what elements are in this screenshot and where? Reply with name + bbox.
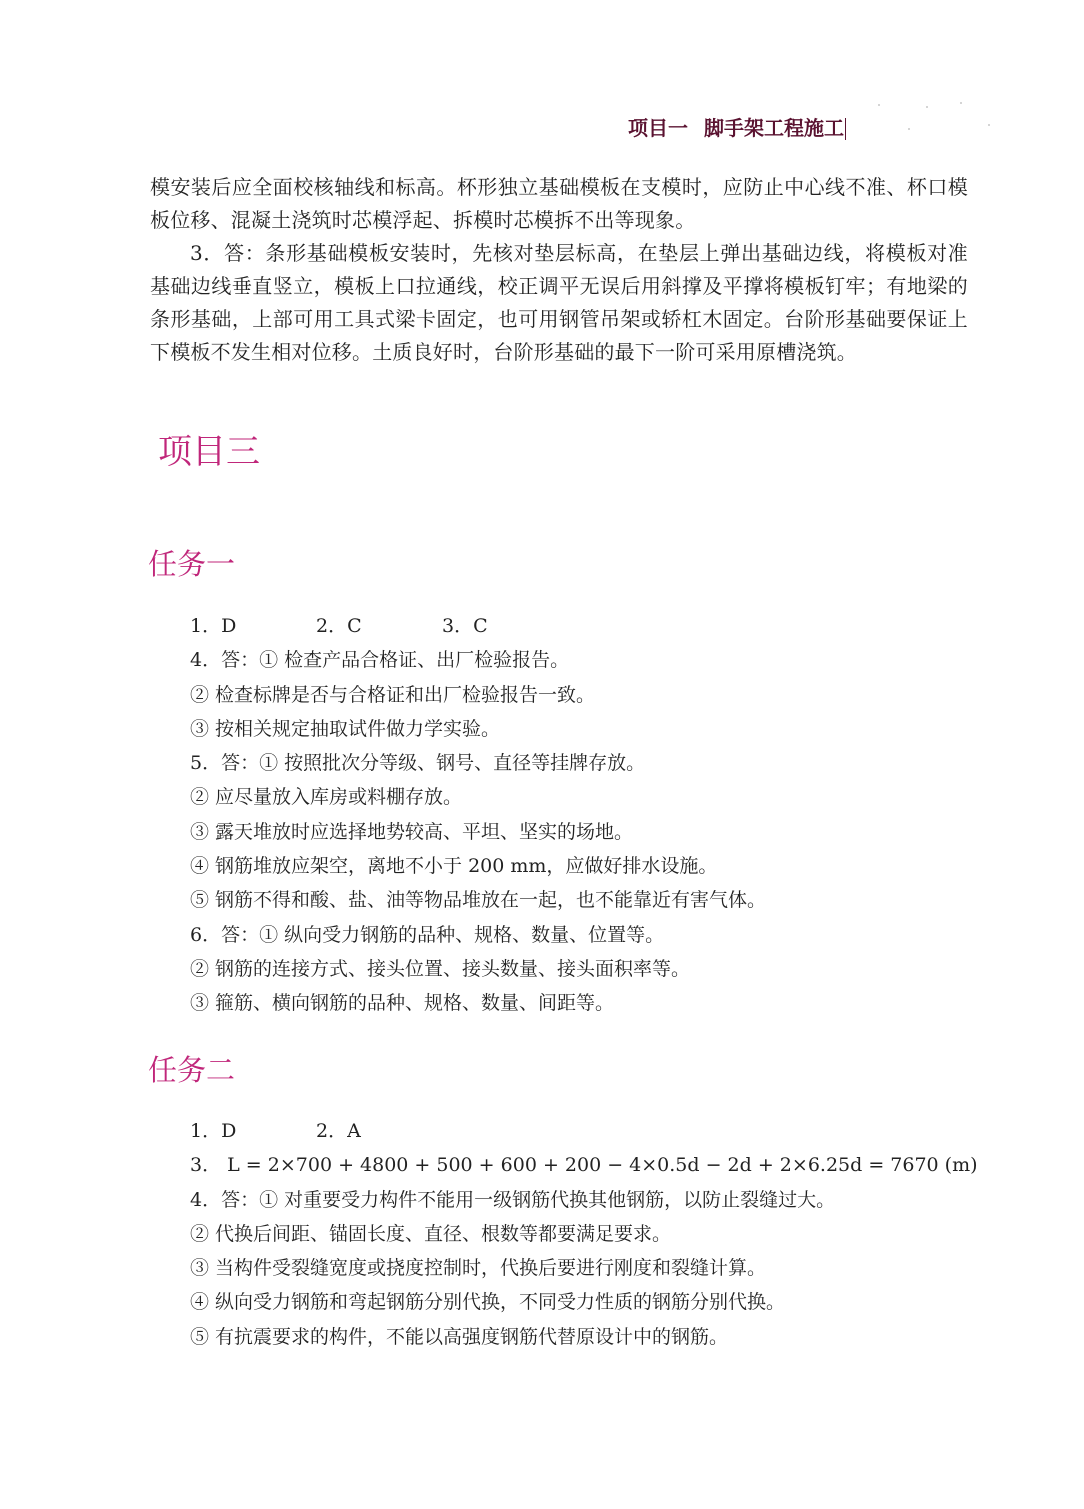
list-item: 4．答：① 检查产品合格证、出厂检验报告。	[190, 649, 570, 672]
list-item: ② 代换后间距、锚固长度、直径、根数等都要满足要求。	[190, 1222, 672, 1245]
list-item: ② 检查标牌是否与合格证和出厂检验报告一致。	[190, 683, 596, 706]
task2-heading: 任务二	[148, 1053, 236, 1087]
list-item: ② 钢筋的连接方式、接头位置、接头数量、接头面积率等。	[190, 957, 691, 980]
header-rule	[845, 118, 846, 140]
list-item: ③ 露天堆放时应选择地势较高、平坦、坚实的场地。	[190, 820, 634, 843]
list-item: ③ 按相关规定抽取试件做力学实验。	[190, 717, 501, 740]
list-item: ⑤ 有抗震要求的构件，不能以高强度钢筋代替原设计中的钢筋。	[190, 1325, 729, 1348]
list-item: ④ 钢筋堆放应架空，离地不小于 200 mm，应做好排水设施。	[190, 855, 718, 878]
task1-choice-1: 1．D	[190, 615, 237, 637]
list-item: ④ 纵向受力钢筋和弯起钢筋分别代换，不同受力性质的钢筋分别代换。	[190, 1291, 786, 1314]
task1-choice-3: 3．C	[442, 615, 488, 637]
task1-list	[190, 609, 990, 1021]
list-item: 5．答：① 按照批次分等级、钢号、直径等挂牌存放。	[190, 752, 646, 775]
task1-choice-2: 2．C	[316, 615, 362, 637]
list-item: ③ 箍筋、横向钢筋的品种、规格、数量、间距等。	[190, 992, 615, 1015]
list-item: ② 应尽量放入库房或料棚存放。	[190, 786, 463, 809]
list-item: 6．答：① 纵向受力钢筋的品种、规格、数量、位置等。	[190, 923, 665, 946]
formula: L = 2×700 + 4800 + 500 + 600 + 200 − 4×0.5d − 2d + 2×6.25d = 7670 (m)	[227, 1154, 978, 1177]
task2-choices	[190, 1114, 990, 1148]
task2-choice-1: 1．D	[190, 1120, 237, 1142]
list-item: ⑤ 钢筋不得和酸、盐、油等物品堆放在一起，也不能靠近有害气体。	[190, 889, 767, 912]
task1-choices	[190, 609, 990, 643]
intro-block	[150, 171, 968, 369]
list-item: ③ 当构件受裂缝宽度或挠度控制时，代换后要进行刚度和裂缝计算。	[190, 1257, 767, 1280]
formula-number: 3．	[190, 1154, 222, 1177]
intro-paragraph-2: 3．答：条形基础模板安装时，先核对垫层标高，在垫层上弹出基础边线，将模板对准基础边线垂直竖立，模板上口拉通线，校正调平无误后用斜撑及平撑将模板钉牢；有地梁的条形基础，上部可用工具式梁卡固定，也可用钢管吊架或轿杠木固定。台阶形基础要保证上下模板不发生相对位移。土质良好时，台阶形基础的最下一阶可采用原槽浇筑。	[150, 241, 968, 364]
list-item: 4．答：① 对重要受力构件不能用一级钢筋代换其他钢筋，以防止裂缝过大。	[190, 1188, 836, 1211]
header-project: 项目一	[628, 116, 688, 140]
task2-list	[190, 1114, 990, 1354]
task1-heading: 任务一	[148, 547, 236, 581]
project-heading: 项目三	[158, 432, 260, 472]
running-header	[628, 112, 844, 141]
header-title: 脚手架工程施工	[704, 116, 844, 140]
task2-choice-2: 2．A	[316, 1120, 361, 1142]
intro-paragraph-1: 模安装后应全面校核轴线和标高。杯形独立基础模板在支模时，应防止中心线不准、杯口模板位移、混凝土浇筑时芯模浮起、拆模时芯模拆不出等现象。	[150, 175, 968, 232]
formula-line	[190, 1148, 990, 1182]
decorative-dots	[868, 98, 998, 138]
